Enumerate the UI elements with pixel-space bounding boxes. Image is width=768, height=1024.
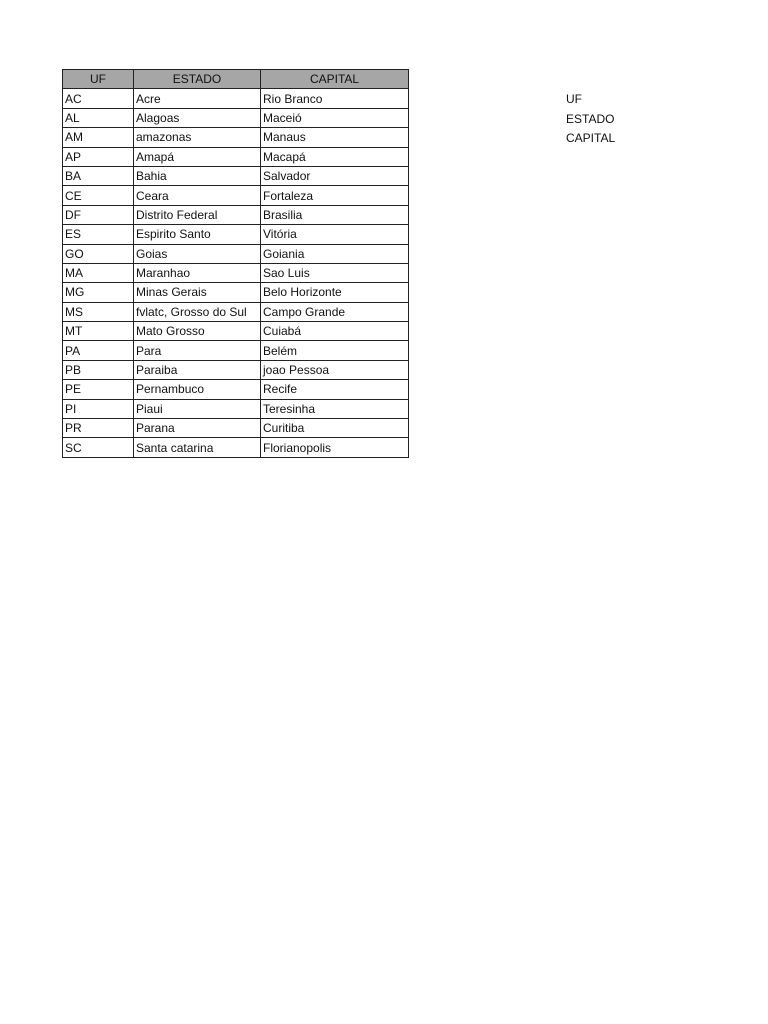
cell-uf[interactable]: BA [63, 166, 134, 185]
cell-estado[interactable]: Para [134, 341, 261, 360]
cell-uf[interactable]: PR [63, 419, 134, 438]
cell-uf[interactable]: AL [63, 108, 134, 127]
table-row [63, 263, 409, 282]
table-row [63, 225, 409, 244]
cell-estado[interactable]: Paraiba [134, 360, 261, 379]
cell-estado[interactable]: Alagoas [134, 108, 261, 127]
cell-estado[interactable]: Goias [134, 244, 261, 263]
cell-estado[interactable]: amazonas [134, 128, 261, 147]
cell-uf[interactable]: ES [63, 225, 134, 244]
cell-capital[interactable]: Florianopolis [261, 438, 409, 457]
cell-estado[interactable]: Espirito Santo [134, 225, 261, 244]
table-row [63, 89, 409, 108]
cell-uf[interactable]: MA [63, 263, 134, 282]
table-row [63, 186, 409, 205]
cell-capital[interactable]: Rio Branco [261, 89, 409, 108]
cell-estado[interactable]: Distrito Federal [134, 205, 261, 224]
table-row [63, 419, 409, 438]
cell-capital[interactable]: Fortaleza [261, 186, 409, 205]
table-row [63, 380, 409, 399]
cell-estado[interactable]: Bahia [134, 166, 261, 185]
cell-estado[interactable]: Acre [134, 89, 261, 108]
cell-estado[interactable]: Ceara [134, 186, 261, 205]
table-row [63, 108, 409, 127]
cell-capital[interactable]: Manaus [261, 128, 409, 147]
cell-estado[interactable]: Parana [134, 419, 261, 438]
cell-uf[interactable]: AC [63, 89, 134, 108]
header-uf[interactable]: UF [63, 70, 134, 89]
header-estado[interactable]: ESTADO [134, 70, 261, 89]
table-row [63, 283, 409, 302]
side-list-item-uf[interactable]: UF [566, 92, 582, 106]
cell-estado[interactable]: Amapá [134, 147, 261, 166]
cell-estado[interactable]: Piaui [134, 399, 261, 418]
cell-capital[interactable]: Macapá [261, 147, 409, 166]
table-header-row [63, 70, 409, 89]
cell-estado[interactable]: Pernambuco [134, 380, 261, 399]
cell-capital[interactable]: Maceió [261, 108, 409, 127]
side-list-item-capital[interactable]: CAPITAL [566, 131, 616, 145]
cell-capital[interactable]: Teresinha [261, 399, 409, 418]
cell-uf[interactable]: PE [63, 380, 134, 399]
table-row [63, 341, 409, 360]
cell-uf[interactable]: PA [63, 341, 134, 360]
cell-uf[interactable]: MG [63, 283, 134, 302]
cell-estado[interactable]: Minas Gerais [134, 283, 261, 302]
header-capital[interactable]: CAPITAL [261, 70, 409, 89]
side-list [566, 90, 615, 149]
table-row [63, 147, 409, 166]
cell-uf[interactable]: PI [63, 399, 134, 418]
cell-uf[interactable]: MS [63, 302, 134, 321]
cell-estado[interactable]: Maranhao [134, 263, 261, 282]
cell-capital[interactable]: Belo Horizonte [261, 283, 409, 302]
table-body [63, 89, 409, 457]
table-row [63, 438, 409, 457]
table-row [63, 205, 409, 224]
cell-capital[interactable]: Sao Luis [261, 263, 409, 282]
table-row [63, 322, 409, 341]
cell-uf[interactable]: AM [63, 128, 134, 147]
cell-capital[interactable]: Recife [261, 380, 409, 399]
cell-capital[interactable]: Goiania [261, 244, 409, 263]
cell-estado[interactable]: Mato Grosso [134, 322, 261, 341]
cell-uf[interactable]: CE [63, 186, 134, 205]
cell-uf[interactable]: PB [63, 360, 134, 379]
states-table [62, 69, 409, 458]
cell-estado[interactable]: Santa catarina [134, 438, 261, 457]
table-row [63, 244, 409, 263]
cell-estado[interactable]: fvlatc, Grosso do Sul [134, 302, 261, 321]
cell-capital[interactable]: Cuiabá [261, 322, 409, 341]
cell-capital[interactable]: Campo Grande [261, 302, 409, 321]
cell-capital[interactable]: Brasilia [261, 205, 409, 224]
cell-uf[interactable]: GO [63, 244, 134, 263]
cell-uf[interactable]: AP [63, 147, 134, 166]
side-list-item-estado[interactable]: ESTADO [566, 111, 615, 126]
cell-uf[interactable]: DF [63, 205, 134, 224]
table-row [63, 360, 409, 379]
table-row [63, 302, 409, 321]
cell-uf[interactable]: MT [63, 322, 134, 341]
table-row [63, 128, 409, 147]
cell-capital[interactable]: Vitória [261, 225, 409, 244]
cell-capital[interactable]: Curitiba [261, 419, 409, 438]
table-row [63, 399, 409, 418]
cell-capital[interactable]: joao Pessoa [261, 360, 409, 379]
cell-capital[interactable]: Salvador [261, 166, 409, 185]
cell-capital[interactable]: Belém [261, 341, 409, 360]
cell-uf[interactable]: SC [63, 438, 134, 457]
table-row [63, 166, 409, 185]
